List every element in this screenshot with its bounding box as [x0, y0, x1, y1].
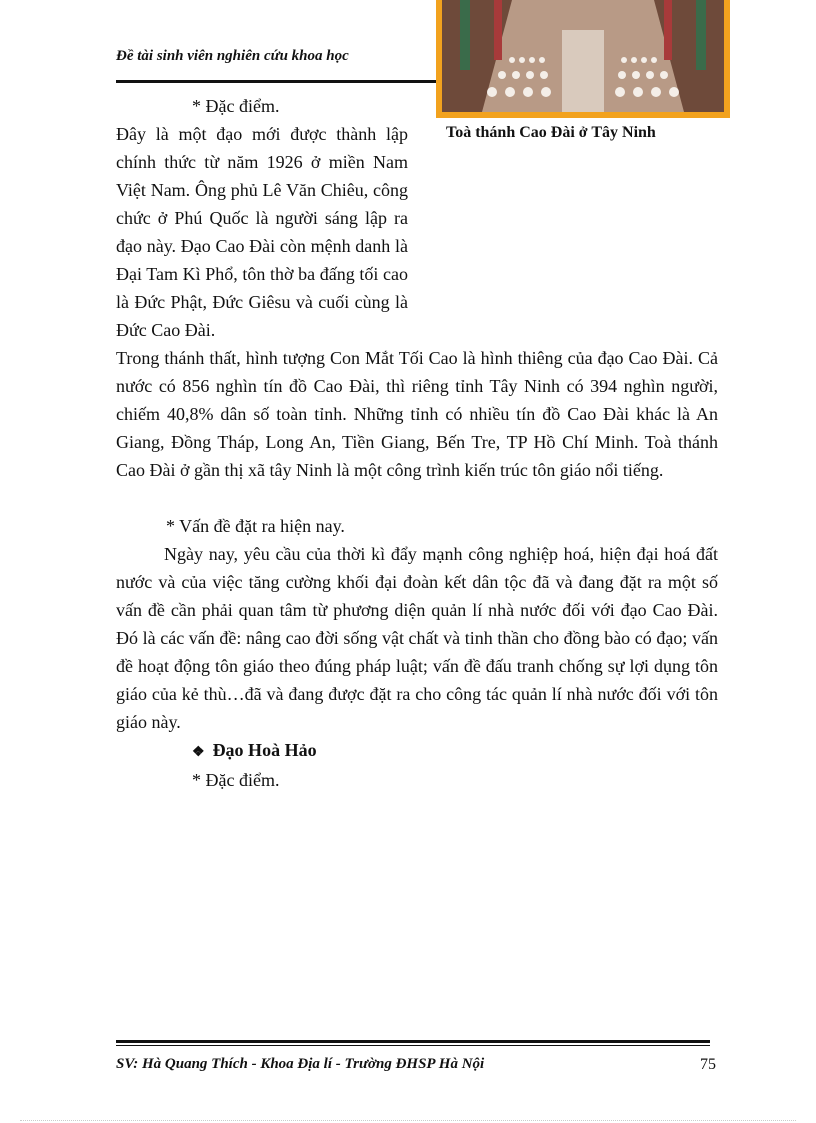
section-heading-hoa-hao [192, 736, 317, 767]
paragraph-cao-dai-followers: Trong thánh thất, hình tượng Con Mắt Tối Cao là hình thiêng của đạo Cao Đài. Cả nước có 856 nghìn tín đồ Cao Đài, thì riêng tỉnh Tây Ninh có 394 nghìn người, chiếm 40,8% dân số toàn tỉnh. Những tỉnh có nhiều tín đồ Cao Đài khác là An Giang, Đồng Tháp, Long An, Tiền Giang, Bến Tre, TP Hồ Chí Minh. Toà thánh Cao Đài ở gần thị xã tây Ninh là một công trình kiến trúc tôn giáo nổi tiếng. [116, 348, 718, 480]
paragraph-cao-dai-intro: Đây là một đạo mới được thành lập chính thức từ năm 1926 ở miền Nam Việt Nam. Ông phủ Lê Văn Chiêu, công chức ở Phú Quốc là người sáng lập ra đạo này. Đạo Cao Đài còn mệnh danh là Đại Tam Kì Phổ, tôn thờ ba đấng tối cao là Đức Phật, Đức Giêsu và cuối cùng là Đức Cao Đài. [116, 124, 408, 340]
section-label-current-issues: * Vấn đề đặt ra hiện nay. [166, 516, 345, 536]
temple-interior-illustration [442, 0, 724, 112]
footer-rule-thin [116, 1045, 710, 1046]
section-label-characteristics: * Đặc điểm. [192, 96, 280, 116]
footer-author: SV: Hà Quang Thích - Khoa Địa lí - Trường ĐHSP Hà Nội [116, 1056, 485, 1072]
heading-text: Đạo Hoà Hảo [212, 740, 317, 760]
header-title: Đề tài sinh viên nghiên cứu khoa học [116, 48, 349, 64]
diamond-bullet-icon: ❖ [192, 745, 205, 760]
section-label-hoa-hao-characteristics: * Đặc điểm. [192, 770, 280, 790]
footer-rule-thick [116, 1040, 710, 1043]
figure-caption: Toà thánh Cao Đài ở Tây Ninh [446, 124, 656, 141]
page-edge [20, 1120, 796, 1121]
cao-dai-temple-photo [442, 0, 724, 112]
page-number: 75 [700, 1056, 716, 1073]
paragraph-current-issues: Ngày nay, yêu cầu của thời kì đẩy mạnh công nghiệp hoá, hiện đại hoá đất nước và của việc tăng cường khối đại đoàn kết dân tộc đã và đang đặt ra một số vấn đề cần phải quan tâm từ phương diện quản lí nhà nước đối với đạo Cao Đài. Đó là các vấn đề: nâng cao đời sống vật chất và tinh thần cho đồng bào có đạo; vấn đề hoạt động tôn giáo theo đúng pháp luật; vấn đề đấu tranh chống sự lợi dụng tôn giáo của kẻ thù…đã và đang được đặt ra cho công tác quản lí nhà nước đối với tôn giáo này. [116, 544, 718, 732]
figure-photo-frame [436, 0, 730, 118]
